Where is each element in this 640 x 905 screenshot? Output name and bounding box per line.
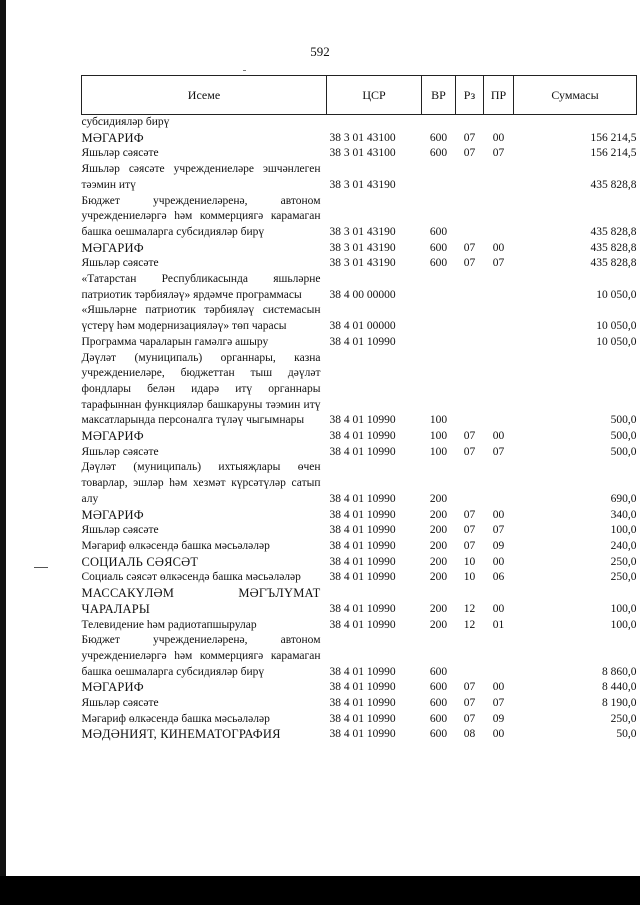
cell-pr: 01: [492, 618, 505, 631]
table-row: [82, 131, 637, 147]
cell-sum: 156 214,5: [590, 147, 637, 160]
cell-sum: 10 050,0: [596, 320, 637, 333]
cell-vr: 200: [429, 602, 448, 615]
cell-vr: 200: [429, 618, 448, 631]
table-row: [82, 303, 637, 334]
scan-mark: [34, 567, 48, 568]
cell-name: Яшьләр сәясәте: [81, 445, 159, 458]
cell-rz: 07: [463, 508, 476, 521]
cell-vr: [422, 335, 456, 351]
table-row: [82, 351, 637, 430]
cell-vr: 600: [429, 241, 448, 254]
table-row: [82, 680, 637, 696]
cell-name: «Татарстан Республикасында яшьләрне патриотик тәрбияләү» ярдәмче программасы: [81, 273, 321, 301]
cell-name: Мәгариф өлкәсендә башка мәсьәләләр: [81, 712, 270, 725]
table-row: [82, 523, 637, 539]
cell-pr: 00: [492, 602, 505, 615]
column-header-csr: ЦСР: [327, 76, 422, 115]
scan-bottom-border: [0, 876, 640, 905]
cell-pr: 09: [492, 539, 505, 552]
cell-csr: 38 4 01 10990: [329, 602, 396, 615]
cell-sum: 690,0: [610, 492, 637, 505]
cell-vr: 600: [429, 131, 448, 144]
cell-csr: 38 4 01 10990: [329, 524, 396, 537]
cell-rz: 07: [463, 257, 476, 270]
table-row: [82, 555, 637, 571]
table-row: [82, 712, 637, 728]
cell-csr: 38 4 01 10990: [329, 697, 396, 710]
table-row: [82, 335, 637, 351]
cell-name: Бюджет учреждениеләренә, автоном учреждениеләргә һәм коммерциягә карамаган башка оешмаларга субсидияләр бирү: [81, 634, 321, 678]
cell-pr: 00: [492, 508, 505, 521]
cell-name: Яшьләр сәясәте: [81, 524, 159, 537]
cell-sum: 8 440,0: [602, 681, 637, 694]
cell-vr: 600: [429, 728, 448, 741]
cell-name: Яшьләр сәясәте: [81, 257, 159, 270]
table-row: [82, 146, 637, 162]
column-header-rz: Рз: [456, 76, 484, 115]
table-row: [82, 586, 637, 617]
table-row: [82, 460, 637, 507]
cell-vr: 200: [429, 539, 448, 552]
cell-pr: [484, 351, 514, 430]
table-row: [82, 633, 637, 680]
cell-name: субсидияләр бирү: [81, 116, 170, 128]
cell-pr: [484, 115, 514, 131]
cell-rz: 07: [463, 524, 476, 537]
cell-sum: 435 828,8: [590, 225, 637, 238]
cell-rz: [456, 335, 484, 351]
cell-rz: 07: [463, 697, 476, 710]
cell-vr: 100: [429, 414, 448, 427]
cell-csr: 38 4 01 10990: [329, 555, 396, 568]
cell-csr: 38 4 01 10990: [329, 712, 396, 725]
table-row: [82, 727, 637, 743]
cell-csr: 38 4 00 00000: [329, 288, 396, 301]
table-row: [82, 508, 637, 524]
cell-sum: 340,0: [610, 508, 637, 521]
cell-csr: 38 3 01 43190: [329, 241, 396, 254]
cell-csr: 38 3 01 43100: [329, 131, 396, 144]
table-row: [82, 162, 637, 193]
cell-sum: 100,0: [610, 602, 637, 615]
cell-rz: 07: [463, 712, 476, 725]
cell-vr: 200: [429, 508, 448, 521]
cell-rz: 10: [463, 571, 476, 584]
cell-pr: 00: [492, 430, 505, 443]
cell-csr: 38 4 01 10990: [329, 335, 396, 348]
cell-rz: 07: [463, 681, 476, 694]
cell-csr: 38 3 01 43190: [329, 225, 396, 238]
cell-pr: 00: [492, 131, 505, 144]
scan-left-edge: [0, 0, 6, 905]
cell-csr: 38 4 01 00000: [329, 320, 396, 333]
cell-sum: 50,0: [616, 728, 637, 741]
cell-sum: 8 860,0: [602, 665, 637, 678]
table-row: [82, 241, 637, 257]
cell-csr: 38 3 01 43190: [329, 257, 396, 270]
cell-sum: 435 828,8: [590, 178, 637, 191]
cell-vr: 100: [429, 430, 448, 443]
page-number: 592: [310, 44, 330, 59]
table-row: [82, 115, 637, 131]
cell-csr: 38 3 01 43100: [329, 147, 396, 160]
cell-name: МӘГАРИФ: [81, 680, 144, 695]
cell-csr: 38 4 01 10990: [329, 665, 396, 678]
cell-rz: 07: [463, 241, 476, 254]
cell-vr: 600: [429, 665, 448, 678]
cell-sum: 100,0: [610, 524, 637, 537]
table-row: [82, 570, 637, 586]
cell-csr: 38 4 01 10990: [329, 571, 396, 584]
table-body: [82, 115, 637, 744]
cell-vr: 600: [429, 147, 448, 160]
cell-name: МӘГАРИФ: [81, 507, 144, 522]
column-header-vr: ВР: [422, 76, 456, 115]
cell-rz: [456, 194, 484, 241]
table-row: [82, 618, 637, 634]
cell-vr: 600: [429, 225, 448, 238]
cell-name: Мәгариф өлкәсендә башка мәсьәләләр: [81, 539, 270, 552]
cell-rz: [456, 162, 484, 193]
cell-name: Яшьләр сәясәте учреждениеләре эшчәнлеген тәэмин итү: [81, 163, 321, 191]
cell-vr: 100: [429, 445, 448, 458]
cell-name: МӘДӘНИЯТ, КИНЕМАТОГРАФИЯ: [81, 727, 281, 742]
cell-name: Яшьләр сәясәте: [81, 697, 159, 710]
cell-vr: 600: [429, 712, 448, 725]
cell-pr: [484, 633, 514, 680]
cell-vr: 600: [429, 257, 448, 270]
scan-mark: [243, 70, 246, 71]
cell-pr: 07: [492, 147, 505, 160]
cell-name: Телевидение һәм радиотапшырулар: [81, 618, 257, 631]
cell-vr: 200: [429, 492, 448, 505]
budget-table: [81, 75, 637, 743]
column-header-pr: ПР: [484, 76, 514, 115]
cell-pr: 00: [492, 555, 505, 568]
cell-sum: 250,0: [610, 571, 637, 584]
cell-pr: 00: [492, 241, 505, 254]
cell-vr: 200: [429, 571, 448, 584]
cell-rz: [456, 351, 484, 430]
cell-name: «Яшьләрне патриотик тәрбияләү системасын үстерү һәм модернизацияләү» төп чарасы: [81, 304, 321, 333]
table-row: [82, 539, 637, 555]
cell-rz: 12: [463, 618, 476, 631]
table-row: [82, 194, 637, 241]
cell-pr: 07: [492, 697, 505, 710]
cell-pr: 07: [492, 257, 505, 270]
cell-sum: 10 050,0: [596, 288, 637, 301]
column-header-name: Исеме: [82, 76, 327, 115]
table-row: [82, 272, 637, 303]
cell-sum: 250,0: [610, 712, 637, 725]
cell-rz: [456, 460, 484, 507]
cell-sum: 435 828,8: [590, 257, 637, 270]
cell-name: МӘГАРИФ: [81, 429, 144, 444]
cell-vr: 600: [429, 681, 448, 694]
cell-pr: [484, 194, 514, 241]
cell-pr: [484, 303, 514, 334]
cell-name: Дәүләт (муниципаль) органнары, казна учреждениеләре, бюджеттан тыш дәүләт фондлары белән идарә итү органнары тарафыннан функцияләр башкаруны тәэмин итү максатларында персоналга түләү чыгымнары: [81, 351, 321, 427]
table-row: [82, 429, 637, 445]
table-row: [82, 445, 637, 461]
cell-name: Яшьләр сәясәте: [81, 147, 159, 160]
cell-rz: 07: [463, 147, 476, 160]
cell-csr: 38 4 01 10990: [329, 508, 396, 521]
cell-csr: 38 4 01 10990: [329, 728, 396, 741]
cell-sum: 100,0: [610, 618, 637, 631]
cell-rz: 08: [463, 728, 476, 741]
cell-vr: [422, 303, 456, 334]
cell-rz: [456, 272, 484, 303]
cell-csr: 38 4 01 10990: [329, 414, 396, 427]
cell-csr: 38 4 01 10990: [329, 430, 396, 443]
cell-sum: 156 214,5: [590, 131, 637, 144]
cell-vr: 200: [429, 555, 448, 568]
cell-sum: 10 050,0: [596, 335, 637, 348]
cell-sum: 240,0: [610, 539, 637, 552]
cell-pr: 00: [492, 728, 505, 741]
cell-pr: 09: [492, 712, 505, 725]
cell-name: МӘГАРИФ: [81, 240, 144, 255]
cell-name: СОЦИАЛЬ СӘЯСӘТ: [81, 554, 199, 569]
cell-csr: [327, 115, 422, 131]
cell-csr: 38 4 01 10990: [329, 492, 396, 505]
table-header-row: [82, 76, 637, 115]
cell-rz: 07: [463, 539, 476, 552]
cell-csr: 38 4 01 10990: [329, 681, 396, 694]
cell-pr: [484, 460, 514, 507]
cell-vr: 600: [429, 697, 448, 710]
cell-vr: [422, 115, 456, 131]
cell-sum: [514, 115, 637, 131]
cell-vr: [422, 272, 456, 303]
cell-sum: 500,0: [610, 445, 637, 458]
cell-csr: 38 4 01 10990: [329, 539, 396, 552]
cell-name: Социаль сәясәт өлкәсендә башка мәсьәләләр: [81, 571, 301, 584]
cell-pr: [484, 272, 514, 303]
cell-name: Бюджет учреждениеләренә, автоном учреждениеләргә һәм коммерциягә карамаган башка оешмаларга субсидияләр бирү: [81, 194, 321, 238]
cell-sum: 500,0: [610, 430, 637, 443]
cell-sum: 435 828,8: [590, 241, 637, 254]
cell-rz: 10: [463, 555, 476, 568]
cell-rz: 07: [463, 131, 476, 144]
cell-csr: 38 4 01 10990: [329, 445, 396, 458]
cell-rz: 07: [463, 445, 476, 458]
cell-csr: 38 3 01 43190: [329, 178, 396, 191]
cell-name: МАССАКҮЛӘМ МӘГЪЛҮМАТ ЧАРАЛАРЫ: [81, 586, 321, 616]
cell-vr: [422, 162, 456, 193]
cell-rz: [456, 303, 484, 334]
cell-sum: 250,0: [610, 555, 637, 568]
cell-pr: 07: [492, 445, 505, 458]
cell-sum: 8 190,0: [602, 697, 637, 710]
cell-rz: 07: [463, 430, 476, 443]
cell-sum: 500,0: [610, 414, 637, 427]
table-row: [82, 256, 637, 272]
cell-pr: 07: [492, 524, 505, 537]
cell-vr: 200: [429, 524, 448, 537]
column-header-sum: Суммасы: [514, 76, 637, 115]
table-row: [82, 696, 637, 712]
cell-pr: 06: [492, 571, 505, 584]
cell-rz: [456, 115, 484, 131]
cell-pr: 00: [492, 681, 505, 694]
cell-pr: [484, 335, 514, 351]
cell-name: МӘГАРИФ: [81, 130, 144, 145]
cell-pr: [484, 162, 514, 193]
cell-csr: 38 4 01 10990: [329, 618, 396, 631]
cell-rz: 12: [463, 602, 476, 615]
cell-name: Программа чараларын гамәлгә ашыру: [81, 335, 269, 348]
cell-rz: [456, 633, 484, 680]
cell-name: Дәүләт (муниципаль) ихтыяҗлары өчен товарлар, эшләр һәм хезмәт күрсәтүләр сатып алу: [81, 461, 321, 505]
